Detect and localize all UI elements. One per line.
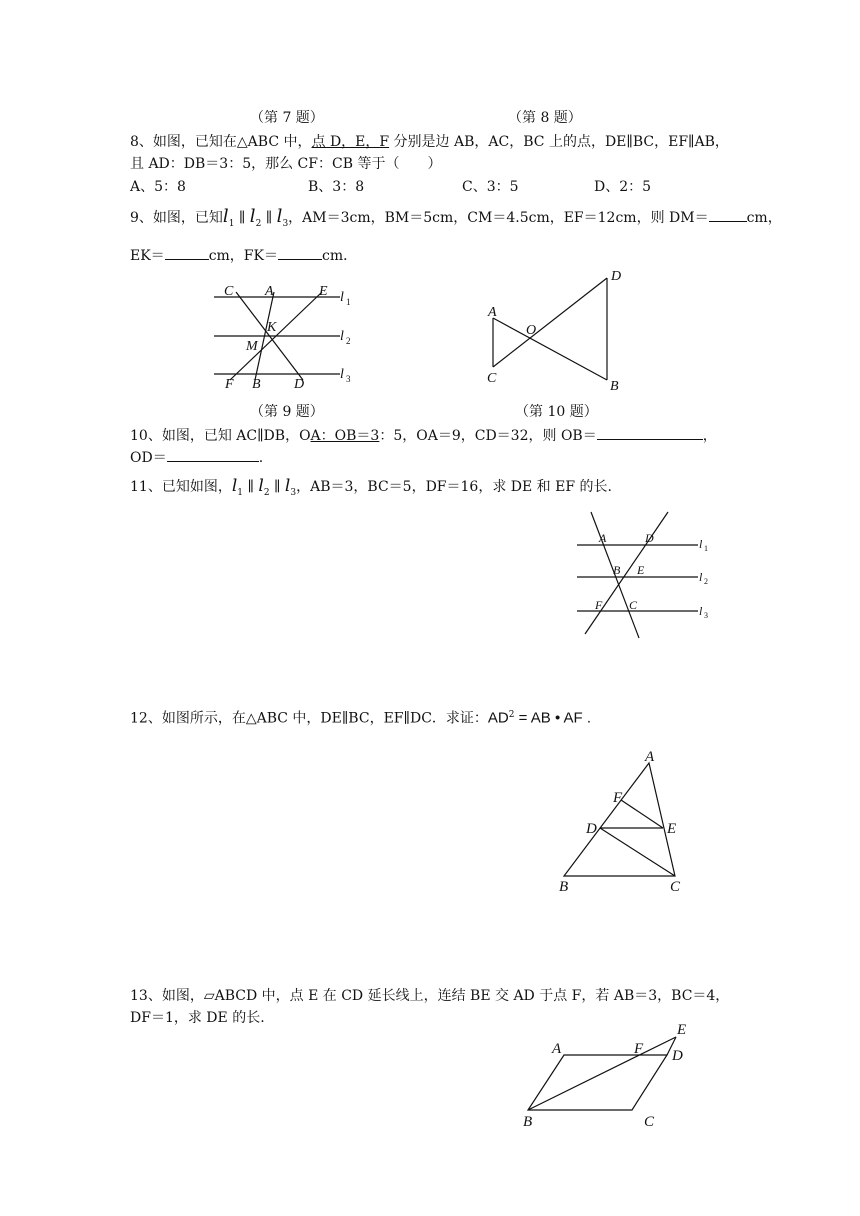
q9-sep1: ∥	[234, 210, 250, 226]
fig9-label-m: M	[246, 339, 258, 354]
fig12-seg-fe	[621, 800, 663, 828]
q11-l3: l	[284, 476, 291, 496]
q10-text-c: ：5，OA＝9，CD＝32，则 OB＝	[379, 428, 597, 444]
question-10-line1	[130, 425, 717, 445]
fig11-label-b: B	[613, 563, 621, 577]
q8-option-b: B、3：8	[308, 179, 365, 195]
fig11-sub-2: 2	[704, 577, 708, 586]
fig11-label-l2: l	[699, 570, 703, 584]
fig11-sub-3: 3	[704, 611, 708, 620]
q8-text-underlined: 点 D，E，F	[311, 134, 390, 150]
fig13-label-c: C	[644, 1114, 655, 1130]
q11-l2: l	[258, 476, 264, 496]
fig12-label-e: E	[667, 821, 677, 837]
fig13-seg-be	[528, 1037, 676, 1110]
q11-sep2: ∥	[269, 479, 285, 495]
fig12-label-f: F	[613, 790, 623, 806]
fig9-label-b: B	[252, 377, 261, 392]
q9-prefix: 9、如图，已知	[130, 210, 223, 226]
q12-text: 12、如图所示，在△ABC 中，DE∥BC，EF∥DC．求证：	[130, 710, 488, 727]
q11-prefix: 11、已知如图，	[130, 479, 232, 495]
q8-text-a: 8、如图，已知在△ABC 中，	[130, 134, 312, 150]
q10-end: .	[258, 450, 264, 466]
fig13-label-a: A	[552, 1041, 562, 1057]
fig12-label-c: C	[670, 879, 681, 895]
fig9-label-e: E	[319, 284, 328, 299]
fig11-label-l1: l	[699, 537, 703, 551]
fig9-label-k: K	[267, 320, 277, 335]
fig12-label-a: A	[645, 749, 655, 765]
fig9-sub-1: 1	[346, 297, 351, 307]
q10-text-d: ，	[702, 428, 717, 444]
q10-od: OD＝	[130, 450, 167, 466]
q8-option-a: A、5：8	[130, 179, 186, 195]
q9-l3: l	[276, 206, 283, 227]
q10-blank-od[interactable]	[167, 447, 259, 462]
q12-formula-sup: 2	[508, 710, 515, 720]
fig13-label-f: F	[634, 1041, 644, 1057]
fig13-parallelogram	[528, 1055, 667, 1110]
q10-text-a: 10、如图，已知 AC∥DB，O	[130, 428, 311, 444]
fig13-label-e: E	[677, 1022, 687, 1038]
fig10-label-a: A	[488, 305, 497, 320]
q9-ek: EK＝	[130, 248, 165, 264]
fig9-label-l1: l	[340, 290, 344, 305]
fig9-sub-2: 2	[346, 336, 351, 346]
fig11-sub-1: 1	[704, 544, 708, 553]
question-13-line2: DF＝1，求 DE 的长.	[130, 1010, 265, 1026]
fig11-label-e: E	[637, 563, 645, 577]
q11-suffix: ，AB＝3，BC＝5，DF＝16，求 DE 和 EF 的长.	[296, 479, 612, 495]
q9-mid: ，AM＝3cm，BM＝5cm，CM＝4.5cm，EF＝12cm，则 DM＝	[288, 210, 709, 226]
caption-fig9: （第 9 题）	[250, 404, 324, 420]
fig10-seg-cd	[493, 278, 607, 367]
q9-end: cm．	[321, 248, 358, 264]
q9-l1: l	[222, 206, 229, 227]
fig9-label-l2: l	[340, 329, 344, 344]
fig12-triangle-abc	[564, 763, 675, 876]
q10-text-underlined: A：OB＝3	[310, 428, 380, 444]
caption-fig7: （第 7 题）	[250, 110, 324, 126]
fig10-label-o: O	[526, 323, 537, 338]
fig9-label-l3: l	[340, 367, 344, 382]
fig10-seg-ab	[493, 318, 607, 380]
fig9-label-a: A	[265, 284, 274, 299]
fig9-label-c: C	[224, 284, 234, 299]
caption-fig8: （第 8 题）	[508, 110, 582, 126]
fig13-label-d: D	[672, 1048, 683, 1064]
q9-fk: cm，FK＝	[208, 248, 278, 264]
q11-l1: l	[231, 476, 238, 496]
q12-formula-ad: AD	[487, 709, 509, 727]
q9-unit: cm，	[746, 210, 782, 226]
fig9-label-d: D	[294, 377, 305, 392]
q8-text-c: 分别是边 AB，AC，BC 上的点，DE∥BC，EF∥AB，	[389, 134, 729, 150]
question-9-line1: 9、如图，已知$l_1$ ∥ $l_2$ ∥ $l_3$，AM＝3cm，BM＝5cm，CM＝4.5cm，EF＝12cm，则 DM＝ cm，	[130, 206, 782, 229]
fig10-label-b: B	[610, 379, 619, 394]
fig13-label-b: B	[523, 1114, 533, 1130]
fig9-sub-3: 3	[346, 374, 351, 384]
q10-blank-ob[interactable]	[597, 425, 703, 440]
fig11-label-d: D	[645, 531, 654, 545]
fig9-label-f: F	[225, 377, 234, 392]
question-11: 11、已知如图，$l_1$ ∥ $l_2$ ∥ $l_3$，AB＝3，BC＝5，DF＝16，求 DE 和 EF 的长.	[130, 476, 612, 498]
fig11-label-c: C	[629, 598, 638, 612]
question-13-line1: 13、如图，▱ABCD 中，点 E 在 CD 延长线上，连结 BE 交 AD 于点 F，若 AB＝3，BC＝4，	[130, 988, 730, 1004]
question-10-line2	[130, 447, 263, 467]
fig10-label-c: C	[487, 371, 497, 386]
question-12	[130, 706, 591, 728]
fig11-label-l3: l	[699, 604, 703, 618]
q9-l2: l	[249, 206, 256, 227]
fig12-seg-dc	[600, 828, 675, 876]
q11-sep1: ∥	[243, 479, 259, 495]
q8-option-d: D、2：5	[594, 179, 652, 195]
fig11-label-a: A	[599, 531, 607, 545]
fig12-label-b: B	[559, 879, 569, 895]
q12-formula-rest: = AB • AF .	[514, 709, 592, 727]
caption-fig10: （第 10 题）	[515, 404, 598, 420]
fig11-label-f: F	[595, 598, 603, 612]
fig12-label-d: D	[586, 821, 597, 837]
q8-option-c: C、3：5	[462, 179, 519, 195]
q9-sep2: ∥	[261, 210, 277, 226]
question-8-line2: 且 AD：DB＝3：5，那么 CF：CB 等于（ ）	[130, 156, 442, 172]
fig10-label-d: D	[611, 269, 622, 284]
